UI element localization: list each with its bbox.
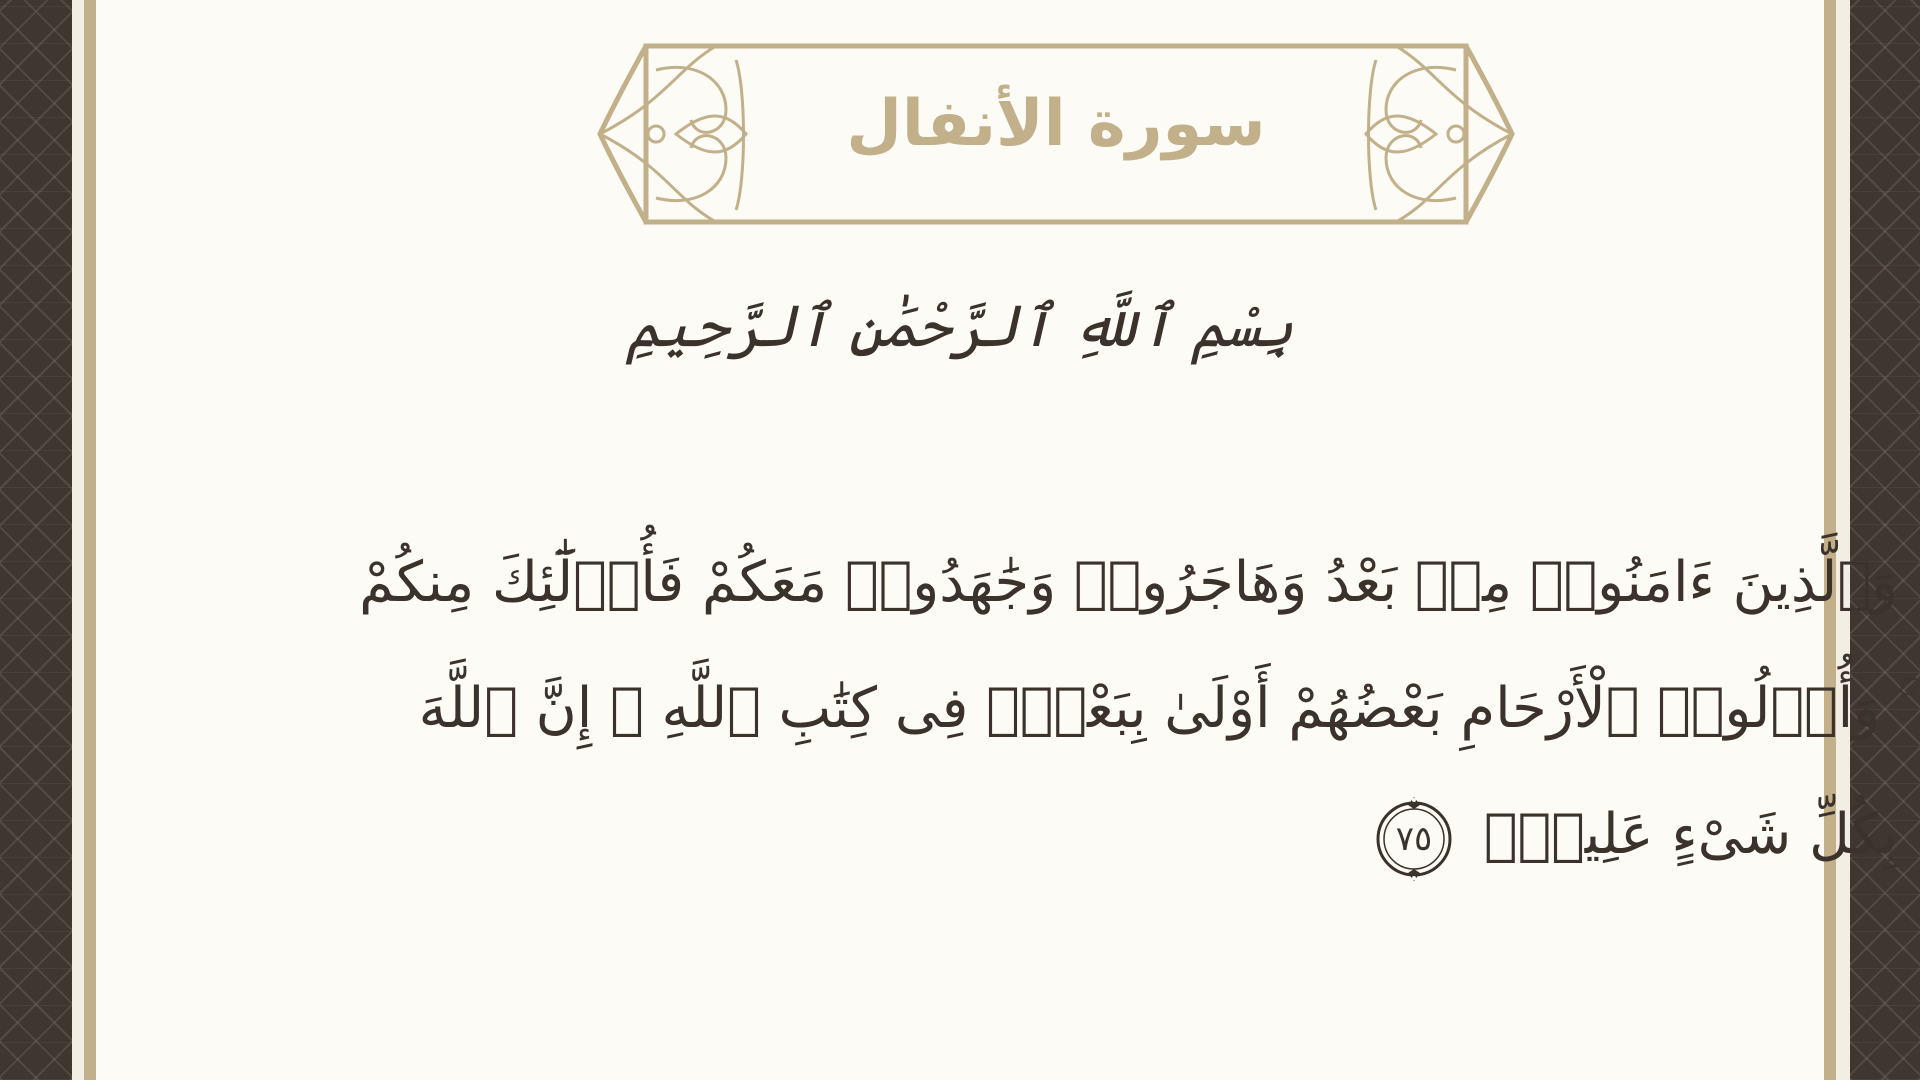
surah-title: سورة الأنفال [846,87,1266,161]
verse-block [358,520,1898,898]
verse-number: ٧٥ [1395,818,1433,859]
left-frame-gap [72,0,84,1080]
content-panel [96,0,1898,1080]
left-geometric-border [0,0,72,1080]
verse-number-marker [1370,795,1458,883]
basmala-calligraphy: بِسْمِ ٱللَّهِ ٱلرَّحْمَٰنِ ٱلرَّحِيمِ [626,292,1294,360]
verse-text: وَٱلَّذِينَ ءَامَنُوا۟ مِنۢ بَعْدُ وَهَاجَرُوا۟ وَجَٰهَدُوا۟ مَعَكُمْ فَأُو۟لَٰٓئِكَ مِنكُمْ ۚ وَأُو۟لُوا۟ ٱلْأَرْحَامِ بَعْضُهُمْ أَوْلَىٰ بِبَعْضٍۢ فِى كِتَٰبِ ٱللَّهِ ۗ إِنَّ ٱللَّهَ بِكُلِّ شَىْءٍ عَلِيمٌۢ [359,550,1898,867]
surah-title-cartouche [596,40,1516,230]
left-gold-frame [84,0,96,1080]
